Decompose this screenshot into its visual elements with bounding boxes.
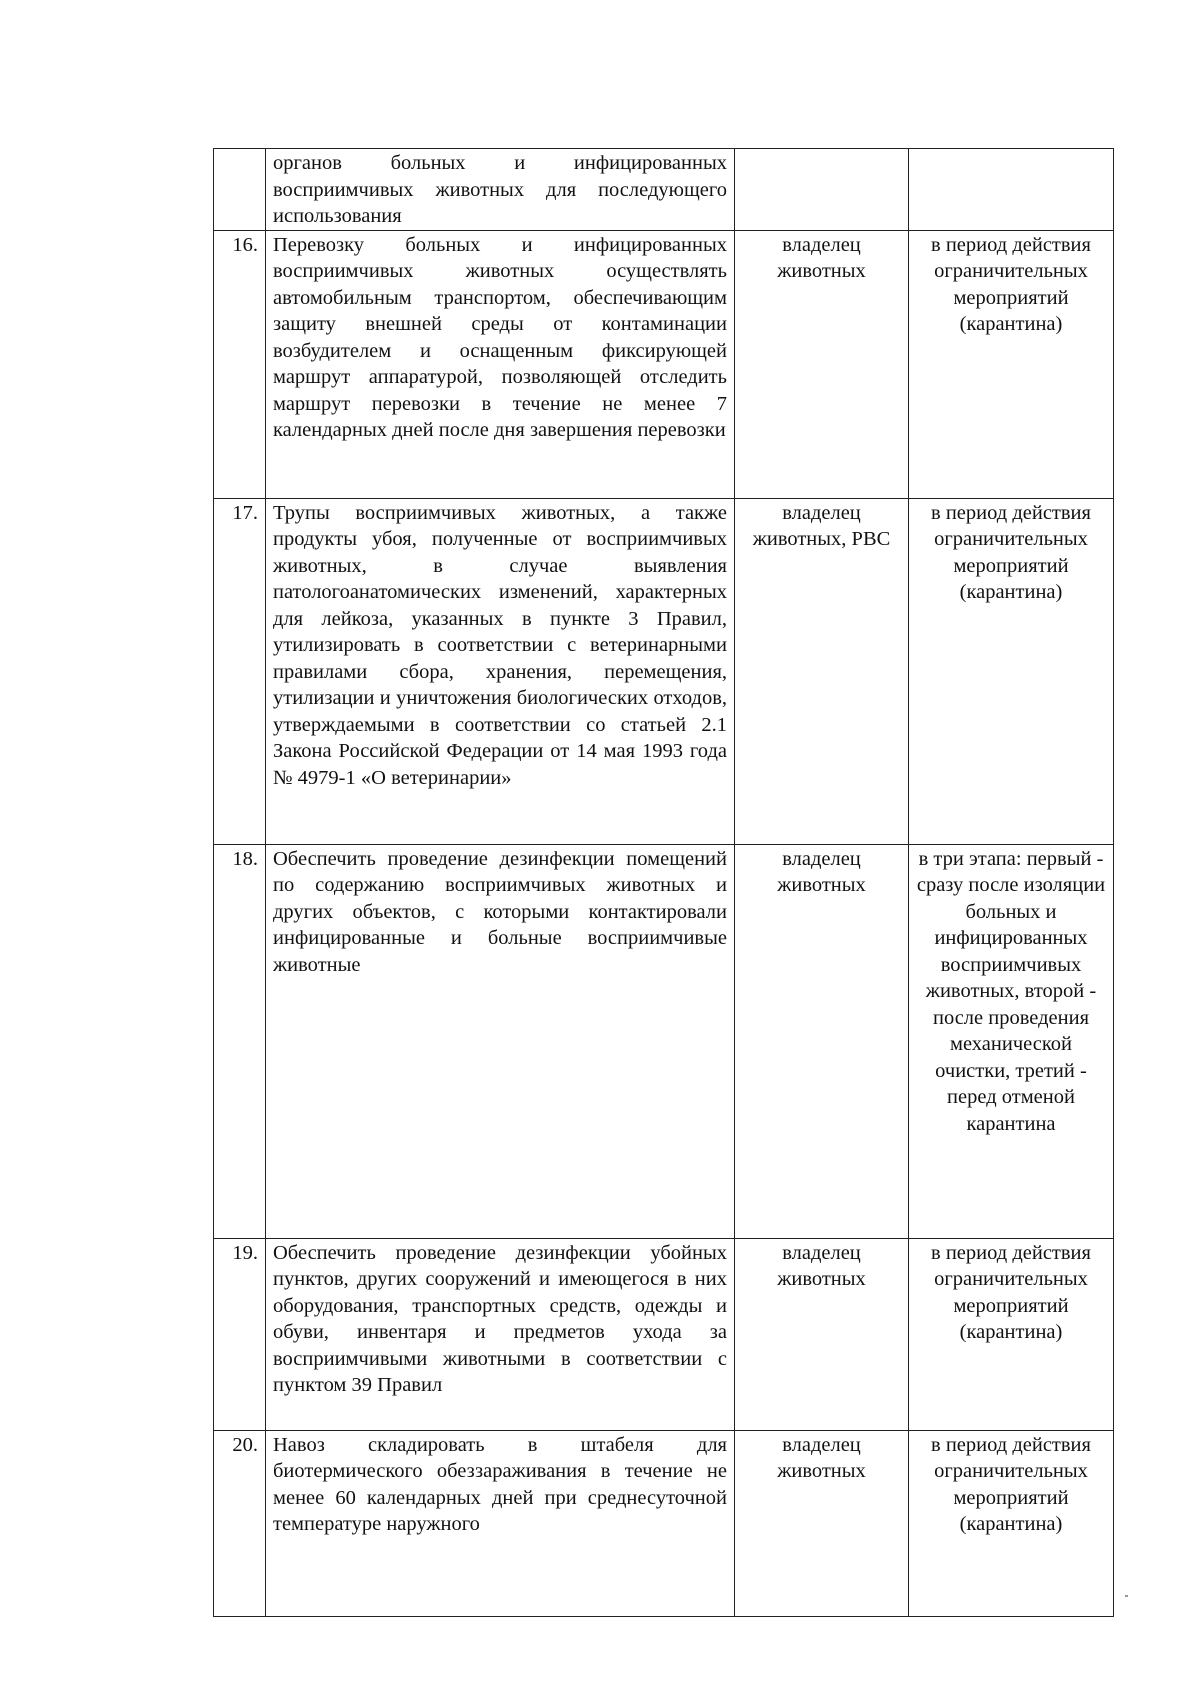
responsible-cell: владелец животных (735, 1238, 909, 1430)
row-number: 20. (214, 1430, 266, 1616)
table-row (214, 498, 1114, 844)
table-row (214, 230, 1114, 498)
table-row (214, 149, 1114, 231)
responsible-cell: владелец животных (735, 230, 909, 498)
table-row (214, 844, 1114, 1238)
scan-speck (1125, 1595, 1128, 1597)
row-number: 18. (214, 844, 266, 1238)
responsible-cell (735, 149, 909, 231)
responsible-cell: владелец животных, РВС (735, 498, 909, 844)
row-number: 17. (214, 498, 266, 844)
responsible-cell: владелец животных (735, 844, 909, 1238)
row-number: 19. (214, 1238, 266, 1430)
row-number: 16. (214, 230, 266, 498)
term-cell: в три этапа: первый - сразу после изоляции больных и инфицированных восприимчивых животных, второй - после проведения механической очистки, третий - перед отменой карантина (909, 844, 1114, 1238)
table-row (214, 1238, 1114, 1430)
measure-text: Трупы восприимчивых животных, а также продукты убоя, полученные от восприимчивых животных, в случае выявления патологоанатомических изменений, характерных для лейкоза, указанных в пункте 3 Правил, утилизировать в соответствии с ветеринарными правилами сбора, хранения, перемещения, утилизации и уничтожения биологических отходов, утверждаемыми в соответствии со статьей 2.1 Закона Российской Федерации от 14 мая 1993 года № 4979-1 «О ветеринарии» (266, 498, 735, 844)
measures-table (213, 148, 1114, 1617)
term-cell: в период действия ограничительных мероприятий (карантина) (909, 1238, 1114, 1430)
term-cell: в период действия ограничительных мероприятий (карантина) (909, 230, 1114, 498)
responsible-cell: владелец животных (735, 1430, 909, 1616)
term-cell: в период действия ограничительных мероприятий (карантина) (909, 1430, 1114, 1616)
measure-text: Навоз складировать в штабеля для биотермического обеззараживания в течение не менее 60 календарных дней при среднесуточной температуре наружного (266, 1430, 735, 1616)
measure-text: Обеспечить проведение дезинфекции помещений по содержанию восприимчивых животных и других объектов, с которыми контактировали инфицированные и больные восприимчивые животные (266, 844, 735, 1238)
term-cell (909, 149, 1114, 231)
measure-text: Перевозку больных и инфицированных восприимчивых животных осуществлять автомобильным транспортом, обеспечивающим защиту внешней среды от контаминации возбудителем и оснащенным фиксирующей маршрут аппаратурой, позволяющей отследить маршрут перевозки в течение не менее 7 календарных дней после дня завершения перевозки (266, 230, 735, 498)
term-cell: в период действия ограничительных мероприятий (карантина) (909, 498, 1114, 844)
table-row (214, 1430, 1114, 1616)
measure-text: Обеспечить проведение дезинфекции убойных пунктов, других сооружений и имеющегося в них оборудования, транспортных средств, одежды и обуви, инвентаря и предметов ухода за восприимчивыми животными в соответствии с пунктом 39 Правил (266, 1238, 735, 1430)
measure-text: органов больных и инфицированных восприимчивых животных для последующего использования (266, 149, 735, 231)
row-number (214, 149, 266, 231)
